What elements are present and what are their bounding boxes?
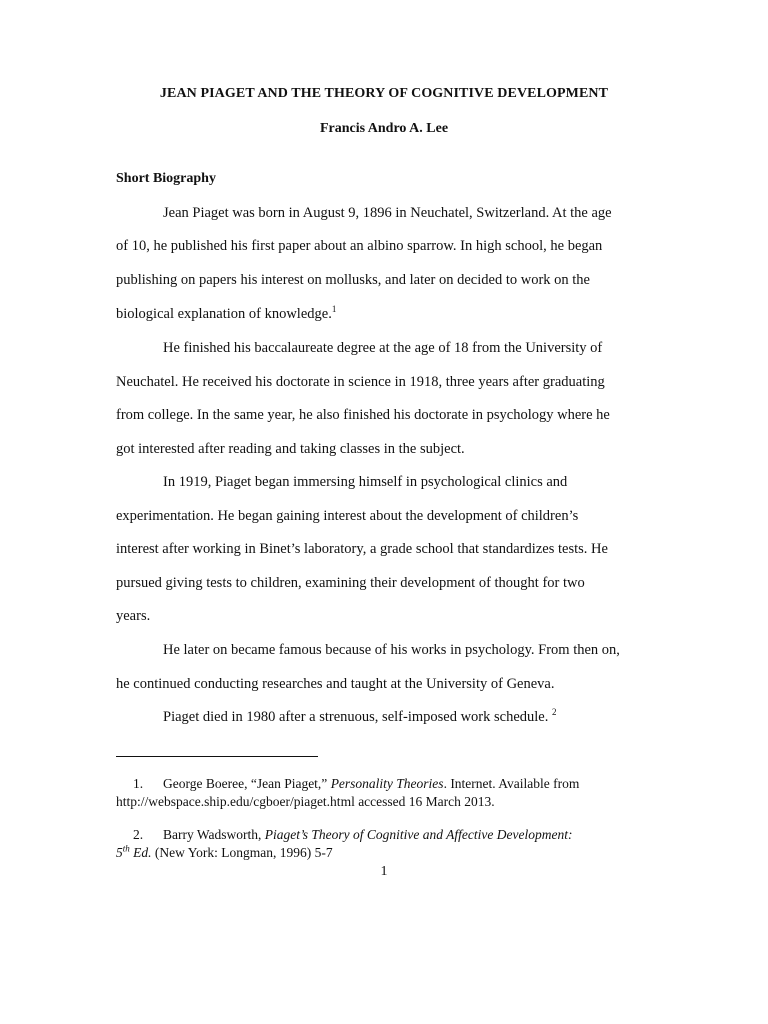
footnote-2-number: 2. (133, 827, 144, 842)
paragraph-2-line-1: He finished his baccalaureate degree at the age of 18 from the University of (163, 340, 603, 356)
paragraph-1-line-1: Jean Piaget was born in August 9, 1896 in Neuchatel, Switzerland. At the age (163, 205, 612, 221)
footnote-ref-2: 2 (552, 707, 557, 718)
footnote-2-line-1 (163, 826, 572, 844)
paragraph-4-line-2: he continued conducting researches and taught at the University of Geneva. (116, 676, 555, 692)
footnote-1-line-2: http://webspace.ship.edu/cgboer/piaget.html accessed 16 March 2013. (116, 794, 495, 809)
paragraph-1-line-4 (116, 305, 336, 323)
footnote-2-edition-number: 5 (116, 845, 123, 860)
footnote-1-rest: . Internet. Available from (443, 776, 580, 791)
paragraph-4-line-1: He later on became famous because of his works in psychology. From then on, (163, 642, 620, 658)
footnote-1-author: George Boeree, “Jean Piaget,” (163, 776, 331, 791)
page-number: 1 (380, 864, 388, 879)
footnote-1-number: 1. (133, 776, 144, 791)
footnote-2-edition-suffix-text: th (122, 843, 130, 854)
footnote-2-publication: (New York: Longman, 1996) 5-7 (151, 845, 333, 860)
footnote-ref-1: 1 (331, 304, 337, 315)
paragraph-1-line-3: publishing on papers his interest on mollusks, and later on decided to work on the (116, 272, 590, 288)
footnote-1-line-1 (163, 775, 579, 793)
paragraph-5-line-1-text: Piaget died in 1980 after a strenuous, self-imposed work schedule. (163, 709, 552, 725)
paragraph-1-line-2: of 10, he published his first paper about an albino sparrow. In high school, he began (116, 238, 603, 254)
footnote-2-line-2 (116, 844, 333, 862)
footnote-2-title: Piaget’s Theory of Cognitive and Affective Development: (264, 827, 573, 842)
paragraph-2-line-3: from college. In the same year, he also finished his doctorate in psychology where he (116, 407, 610, 423)
paragraph-3-line-1: In 1919, Piaget began immersing himself in psychological clinics and (163, 474, 568, 490)
paragraph-2-line-2: Neuchatel. He received his doctorate in science in 1918, three years after graduating (116, 374, 605, 390)
paragraph-3-line-4: pursued giving tests to children, examining their development of thought for two (116, 575, 585, 591)
footnote-separator (116, 756, 318, 757)
footnote-2-author: Barry Wadsworth, (163, 827, 265, 842)
footnote-2-edition-label: Ed. (129, 845, 152, 860)
footnote-2-edition-suffix (123, 844, 130, 854)
paragraph-1-line-4-text: biological explanation of knowledge. (116, 306, 332, 322)
document-title: JEAN PIAGET AND THE THEORY OF COGNITIVE DEVELOPMENT (159, 86, 609, 101)
paragraph-2-line-4: got interested after reading and taking classes in the subject. (116, 441, 465, 457)
paragraph-3-line-3: interest after working in Binet’s laboratory, a grade school that standardizes tests. He (116, 541, 608, 557)
document-author: Francis Andro A. Lee (319, 121, 449, 136)
paragraph-3-line-5: years. (116, 608, 151, 624)
paragraph-5-line-1 (163, 708, 557, 726)
section-heading: Short Biography (116, 171, 216, 186)
footnote-1-title: Personality Theories (330, 776, 444, 791)
paragraph-3-line-2: experimentation. He began gaining interest about the development of children’s (116, 508, 579, 524)
